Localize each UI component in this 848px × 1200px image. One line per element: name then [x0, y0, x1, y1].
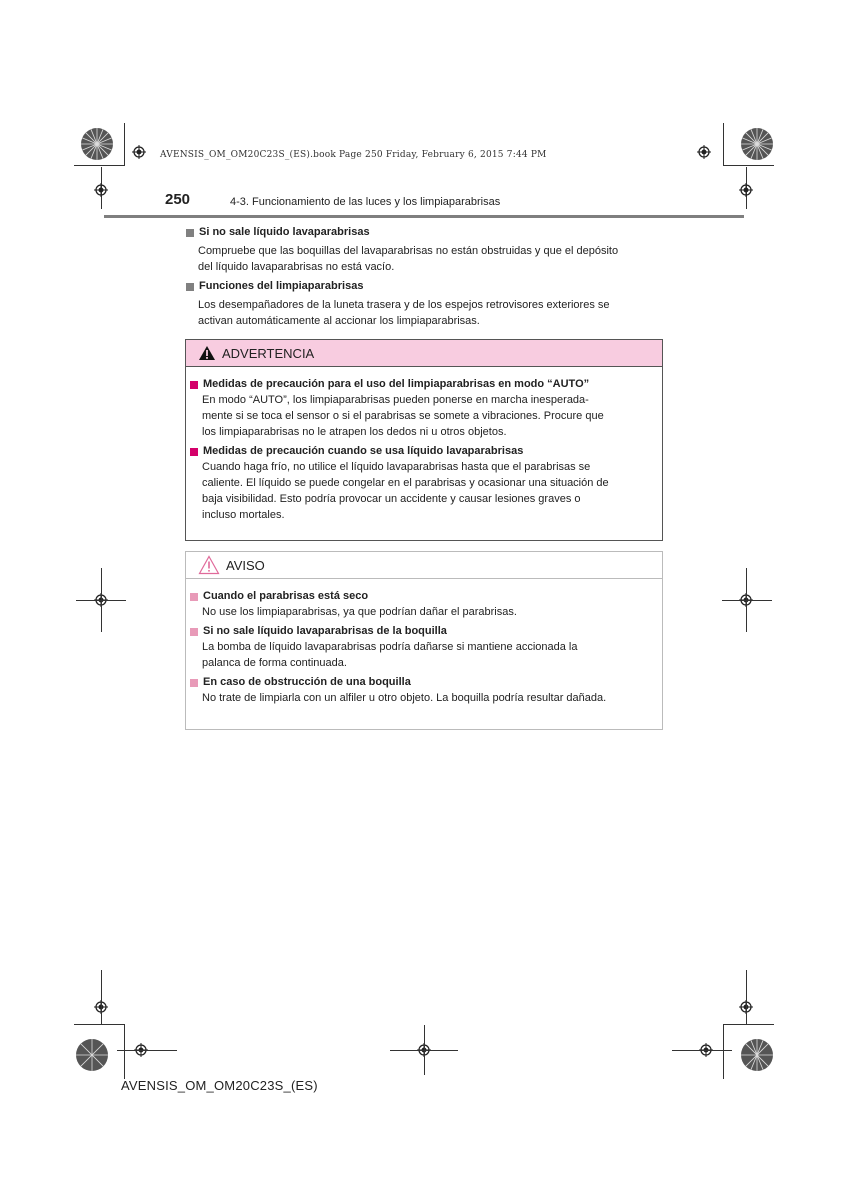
book-info-line: AVENSIS_OM_OM20C23S_(ES).book Page 250 Friday, February 6, 2015 7:44 PM: [160, 150, 547, 160]
color-registration-mark: [740, 127, 774, 161]
notice-item-heading: Cuando el parabrisas está seco: [190, 589, 654, 604]
square-bullet-icon: [190, 381, 198, 389]
warning-item-text: En modo “AUTO”, los limpiaparabrisas pueden ponerse en marcha inesperada- mente si se toca el sensor o si el parabrisas se somete a vibraciones. Procure que los limpiaparabrisas no le atrapen los dedos ni u otros objetos.: [202, 394, 604, 438]
color-registration-mark: [80, 127, 114, 161]
notice-item-heading: Si no sale líquido lavaparabrisas de la boquilla: [190, 624, 654, 639]
warning-title: ADVERTENCIA: [222, 345, 315, 361]
note-item: [186, 225, 664, 275]
square-bullet-icon: [190, 679, 198, 687]
notice-item-text: La bomba de líquido lavaparabrisas podría dañarse si mantiene accionada la palanca de forma continuada.: [202, 641, 578, 669]
notice-item-text: No trate de limpiarla con un alfiler u otro objeto. La boquilla podría resultar dañada.: [202, 692, 607, 704]
color-registration-mark: [75, 1038, 109, 1072]
warning-item-heading: Medidas de precaución para el uso del limpiaparabrisas en modo “AUTO”: [190, 377, 654, 392]
square-bullet-icon: [186, 229, 194, 237]
notice-title: AVISO: [226, 557, 265, 573]
note-heading: Si no sale líquido lavaparabrisas: [186, 225, 664, 240]
registration-mark: [132, 145, 146, 159]
notice-header: [186, 552, 662, 579]
header-rule: [104, 215, 744, 218]
registration-mark: [739, 183, 753, 197]
warning-box: [185, 339, 663, 541]
square-bullet-icon: [190, 593, 198, 601]
notice-item-text: No use los limpiaparabrisas, ya que podrían dañar el parabrisas.: [202, 606, 517, 618]
notice-body: [186, 579, 662, 706]
footer-code: AVENSIS_OM_OM20C23S_(ES): [121, 1078, 318, 1093]
color-registration-mark: [740, 1038, 774, 1072]
warning-body: [186, 367, 662, 523]
page-number: 250: [165, 191, 191, 208]
registration-mark: [94, 183, 108, 197]
square-bullet-icon: [190, 448, 198, 456]
warning-triangle-icon: [198, 345, 216, 361]
warning-header: [186, 340, 662, 367]
notice-triangle-icon: [198, 555, 220, 575]
note-text: Compruebe que las boquillas del lavaparabrisas no están obstruidas y que el depósito del líquido lavaparabrisas no está vacío.: [198, 245, 619, 273]
note-text: Los desempañadores de la luneta trasera y de los espejos retrovisores exteriores se activan automáticamente al accionar los limpiaparabrisas.: [198, 299, 610, 327]
notice-box: [185, 551, 663, 730]
note-heading: Funciones del limpiaparabrisas: [186, 279, 664, 294]
warning-item-heading: Medidas de precaución cuando se usa líquido lavaparabrisas: [190, 444, 654, 459]
note-item: [186, 279, 664, 329]
section-title: 4-3. Funcionamiento de las luces y los limpiaparabrisas: [230, 196, 501, 208]
warning-item-text: Cuando haga frío, no utilice el líquido lavaparabrisas hasta que el parabrisas se caliente. El líquido se puede congelar en el parabrisas y ocasionar una situación de baja visibilidad. Esto podría provocar un accidente y causar lesiones graves o incluso mortales.: [202, 461, 609, 521]
notice-item-heading: En caso de obstrucción de una boquilla: [190, 675, 654, 690]
square-bullet-icon: [186, 283, 194, 291]
registration-mark: [697, 145, 711, 159]
square-bullet-icon: [190, 628, 198, 636]
